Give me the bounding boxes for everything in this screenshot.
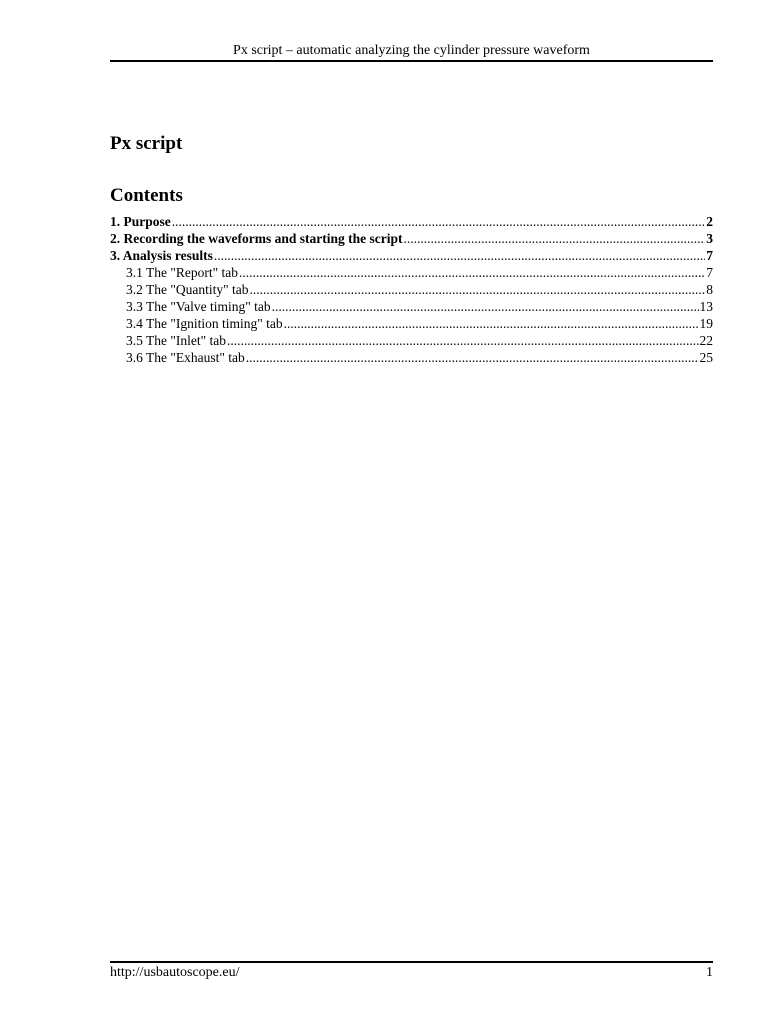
toc-entry-analysis-results[interactable] <box>110 247 713 264</box>
toc-entry-title: 3.3 The "Valve timing" tab <box>126 299 271 314</box>
toc-entry-title: 3. Analysis results <box>110 248 213 263</box>
document-title: Px script <box>110 133 183 154</box>
toc-entry-page: 19 <box>699 316 713 331</box>
toc-leader-dots <box>250 281 706 298</box>
toc-entry-page: 8 <box>706 282 713 297</box>
toc-leader-dots <box>214 247 705 264</box>
toc-entry-page: 25 <box>699 350 713 365</box>
toc-entry-page: 13 <box>699 299 713 314</box>
toc-entry-purpose[interactable] <box>110 213 713 230</box>
toc-entry-title: 1. Purpose <box>110 214 171 229</box>
header-divider <box>110 60 713 62</box>
toc-entry-quantity-tab[interactable] <box>110 281 713 298</box>
toc-entry-recording[interactable] <box>110 230 713 247</box>
toc-entry-title: 2. Recording the waveforms and starting the script <box>110 231 403 246</box>
toc-entry-title: 3.6 The "Exhaust" tab <box>126 350 245 365</box>
contents-heading: Contents <box>110 185 183 206</box>
toc-leader-dots <box>246 349 699 366</box>
toc-entry-page: 2 <box>706 214 713 229</box>
toc-leader-dots <box>227 332 699 349</box>
toc-entry-page: 7 <box>706 248 713 263</box>
toc-leader-dots <box>284 315 699 332</box>
toc-entry-page: 3 <box>706 231 713 246</box>
footer-url-link[interactable]: http://usbautoscope.eu/ <box>110 965 240 980</box>
footer-divider <box>110 961 713 963</box>
toc-entry-title: 3.1 The "Report" tab <box>126 265 239 280</box>
toc-entry-valve-timing-tab[interactable] <box>110 298 713 315</box>
toc-leader-dots <box>403 230 705 247</box>
toc-entry-title: 3.2 The "Quantity" tab <box>126 282 249 297</box>
toc-entry-ignition-timing-tab[interactable] <box>110 315 713 332</box>
toc-leader-dots <box>272 298 699 315</box>
toc-entry-title: 3.5 The "Inlet" tab <box>126 333 226 348</box>
toc-entry-page: 7 <box>706 265 713 280</box>
footer-page-number: 1 <box>706 965 713 980</box>
toc-entry-inlet-tab[interactable] <box>110 332 713 349</box>
toc-entry-report-tab[interactable] <box>110 264 713 281</box>
running-header: Px script – automatic analyzing the cylinder pressure waveform <box>233 43 590 58</box>
toc-entry-title: 3.4 The "Ignition timing" tab <box>126 316 283 331</box>
table-of-contents <box>110 213 713 366</box>
toc-entry-exhaust-tab[interactable] <box>110 349 713 366</box>
toc-leader-dots <box>172 213 706 230</box>
toc-leader-dots <box>239 264 705 281</box>
toc-entry-page: 22 <box>699 333 713 348</box>
